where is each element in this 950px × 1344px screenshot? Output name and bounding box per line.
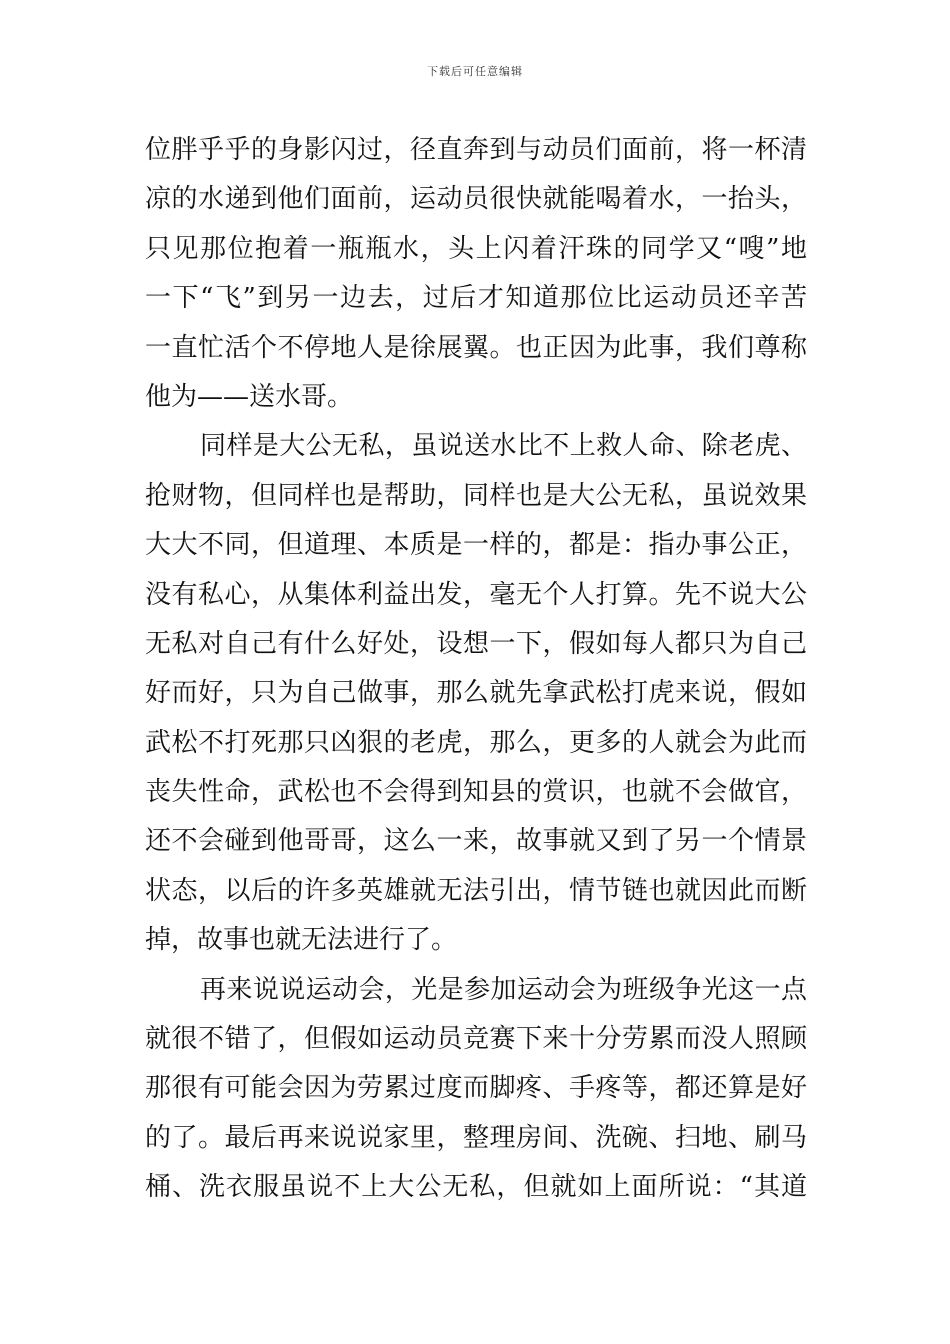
- text-line: 武松不打死那只凶狠的老虎，那么，更多的人就会为此而: [145, 727, 807, 758]
- text-line: 无私对自己有什么好处，设想一下，假如每人都只为自己: [145, 628, 807, 659]
- text-line: 那很有可能会因为劳累过度而脚疼、手疼等，都还算是好: [145, 1073, 807, 1104]
- text-line: 桶、洗衣服虽说不上大公无私，但就如上面所说：“其道: [145, 1172, 807, 1203]
- page-header: 下载后可任意编辑: [427, 65, 523, 78]
- text-line: 一下“飞”到另一边去，过后才知道那位比运动员还辛苦: [145, 283, 807, 314]
- paragraph-first-line: 同样是大公无私，虽说送水比不上救人命、除老虎、: [200, 431, 807, 462]
- text-line: 就很不错了，但假如运动员竞赛下来十分劳累而没人照顾: [145, 1024, 807, 1055]
- text-line: 的了。最后再来说说家里，整理房间、洗碗、扫地、刷马: [145, 1122, 807, 1153]
- text-line: 大大不同，但道理、本质是一样的，都是：指办事公正，: [145, 530, 807, 561]
- text-line: 只见那位抱着一瓶瓶水，头上闪着汗珠的同学又“嗖”地: [145, 233, 807, 264]
- text-line: 抢财物，但同样也是帮助，同样也是大公无私，虽说效果: [145, 480, 807, 511]
- body-text: [145, 126, 807, 1213]
- text-line: 还不会碰到他哥哥，这么一来，故事就又到了另一个情景: [145, 826, 807, 857]
- paragraph-first-line: 再来说说运动会，光是参加运动会为班级争光这一点: [200, 974, 807, 1005]
- text-line: 丧失性命，武松也不会得到知县的赏识，也就不会做官，: [145, 777, 807, 808]
- text-line: 掉，故事也就无法进行了。: [145, 925, 458, 956]
- text-line: 他为——送水哥。: [145, 381, 354, 412]
- text-line: 好而好，只为自己做事，那么就先拿武松打虎来说，假如: [145, 678, 807, 709]
- text-line: 凉的水递到他们面前，运动员很快就能喝着水，一抬头，: [145, 184, 807, 215]
- text-line: 一直忙活个不停地人是徐展翼。也正因为此事，我们尊称: [145, 332, 807, 363]
- text-line: 状态，以后的许多英雄就无法引出，情节链也就因此而断: [145, 875, 807, 906]
- text-line: 位胖乎乎的身影闪过，径直奔到与动员们面前，将一杯清: [145, 135, 807, 165]
- text-line: 没有私心，从集体利益出发，毫无个人打算。先不说大公: [145, 579, 807, 610]
